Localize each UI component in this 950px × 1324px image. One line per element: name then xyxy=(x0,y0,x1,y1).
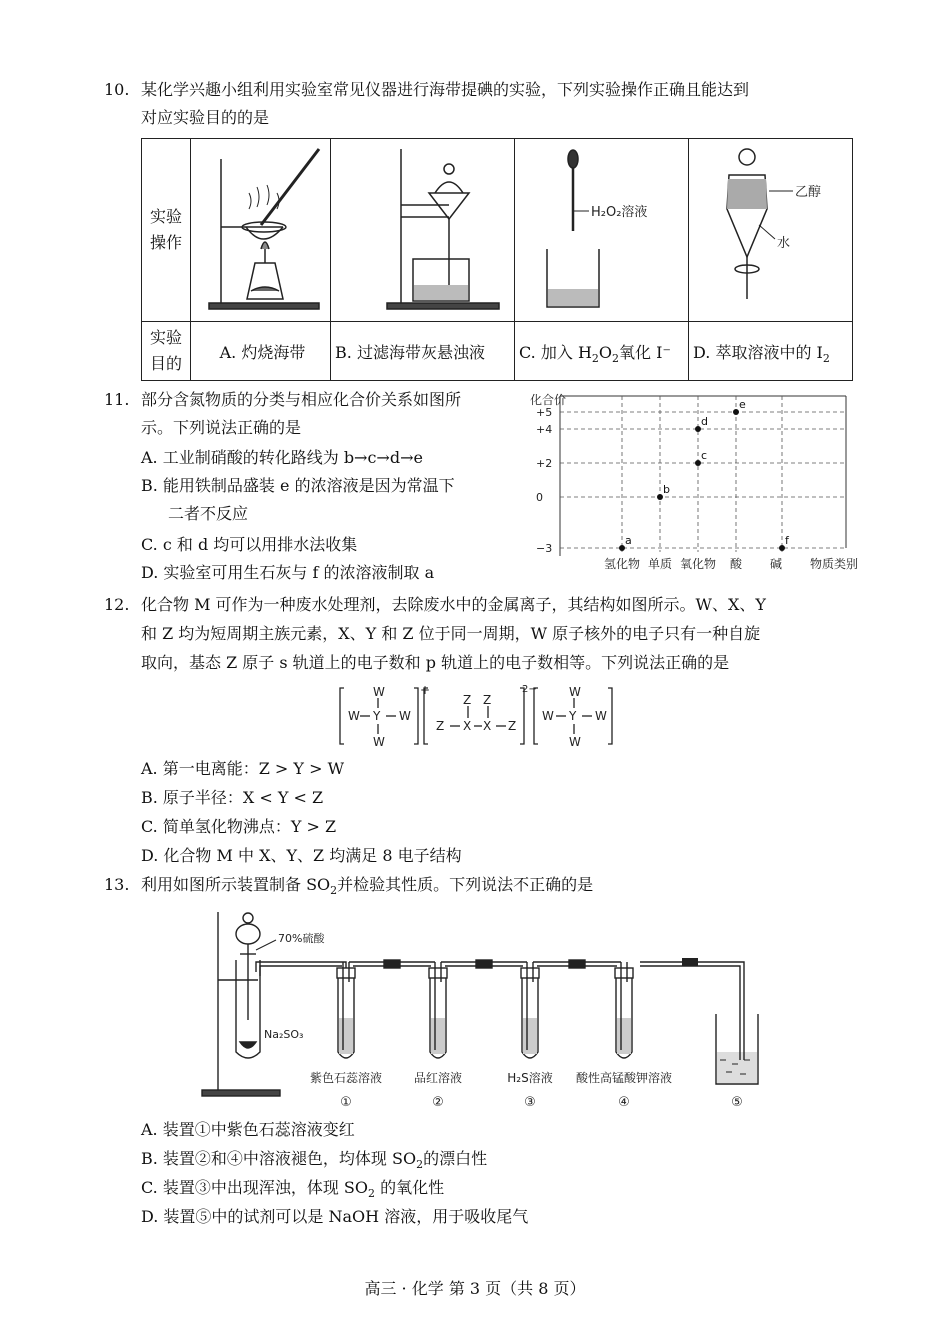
so2-apparatus-figure xyxy=(196,902,776,1114)
atom-x: X xyxy=(483,719,492,733)
stopper xyxy=(429,968,447,978)
option-text: 过滤海带灰悬浊液 xyxy=(356,342,485,362)
data-label-b: b xyxy=(663,483,670,496)
stopper xyxy=(521,968,539,978)
tube-label-1: 紫色石蕊溶液 xyxy=(309,1071,383,1085)
row-label-operation xyxy=(142,139,191,322)
tube-liquid xyxy=(431,1018,445,1054)
atom-y: Y xyxy=(569,709,577,723)
row-label-line1: 实验 xyxy=(149,207,182,226)
q11-option-a: A. 工业制硝酸的转化路线为 b→c→d→e xyxy=(141,448,423,467)
stopper xyxy=(615,968,633,978)
q11-stem-line1: 部分含氮物质的分类与相应化合价关系如图所 xyxy=(141,390,462,409)
row-label-line2: 操作 xyxy=(149,233,182,252)
q12-stem-line3: 取向，基态 Z 原子 s 轨道上的电子数和 p 轨道上的电子数相等。下列说法正确的是 xyxy=(141,653,730,672)
stopper xyxy=(337,968,355,978)
atom-z: Z xyxy=(436,719,445,733)
filtration-apparatus-figure xyxy=(331,139,515,317)
tube-number-1: ① xyxy=(340,1095,352,1110)
y-tick-label: +2 xyxy=(536,457,553,470)
row-label-purpose xyxy=(142,322,191,381)
option-d-cell xyxy=(689,322,853,381)
superscript: ⁻ xyxy=(662,342,671,362)
option-text: O xyxy=(598,342,613,362)
q13-stem xyxy=(141,873,593,897)
q10-stem-line1: 某化学兴趣小组利用实验室常见仪器进行海带提碘的实验，下列实验操作正确且能达到 xyxy=(141,80,750,99)
test-tube-4 xyxy=(615,962,633,1058)
data-label-f: f xyxy=(785,534,789,547)
figure-d-extraction xyxy=(689,139,853,322)
q11-stem-line2: 示。下列说法正确的是 xyxy=(141,418,302,437)
q11-option-b-cont: 二者不反应 xyxy=(168,504,249,523)
option-text: C. 装置③中出现浑浊，体现 SO xyxy=(141,1178,369,1197)
y-tick-label: 0 xyxy=(536,491,543,504)
test-tube-2 xyxy=(429,962,447,1058)
option-text: 萃取溶液中的 I xyxy=(715,342,823,362)
x-tick-label: 氧化物 xyxy=(679,557,717,571)
stem-text: 利用如图所示装置制备 SO xyxy=(141,875,331,894)
chart-ylabel: 化合价 xyxy=(530,393,567,407)
option-text: 氧化 I xyxy=(619,342,663,362)
subscript: 2 xyxy=(822,351,830,365)
charge-plus: + xyxy=(420,683,431,697)
q12-stem-line2: 和 Z 均为短周期主族元素，X、Y 和 Z 位于同一周期，W 原子核外的电子只有一种自旋 xyxy=(141,624,761,643)
option-text: 灼烧海带 xyxy=(241,342,306,362)
x-tick-label: 酸 xyxy=(729,557,743,571)
tube-label-3: H₂S溶液 xyxy=(507,1071,553,1085)
q12-option-c: C. 简单氢化物沸点：Y > Z xyxy=(141,817,337,836)
stem-text: 并检验其性质。下列说法不正确的是 xyxy=(337,875,594,894)
atom-w: W xyxy=(373,685,385,699)
x-tick-label: 氢化物 xyxy=(603,557,641,571)
atom-w: W xyxy=(569,685,581,699)
tube-liquid xyxy=(339,1018,353,1054)
beaker-number-5: ⑤ xyxy=(731,1095,743,1110)
q12-option-b: B. 原子半径：X < Y < Z xyxy=(141,788,324,807)
compound-m-structure xyxy=(336,682,616,752)
option-a-cell xyxy=(191,322,331,381)
separatory-funnel-figure xyxy=(689,139,853,317)
q11-option-b: B. 能用铁制品盛装 e 的浓溶液是因为常温下 xyxy=(141,476,455,495)
label-na2so3: Na₂SO₃ xyxy=(264,1028,304,1041)
tube-number-3: ③ xyxy=(524,1095,536,1110)
figure-a-burning xyxy=(191,139,331,322)
option-text: B. 装置②和④中溶液褪色，均体现 SO xyxy=(141,1149,417,1168)
option-c-cell xyxy=(515,322,689,381)
q13-option-a xyxy=(141,1118,355,1142)
q10-stem-line2: 对应实验目的的是 xyxy=(141,108,270,127)
tube-label-2: 品红溶液 xyxy=(413,1071,463,1085)
q12-option-d: D. 化合物 M 中 X、Y、Z 均满足 8 电子结构 xyxy=(141,846,462,865)
atom-w: W xyxy=(569,735,581,749)
option-letter: A. xyxy=(219,342,237,362)
option-text: D. 装置⑤中的试剂可以是 NaOH 溶液，用于吸收尾气 xyxy=(141,1207,529,1226)
q11-number: 11. xyxy=(104,390,130,409)
atom-w: W xyxy=(373,735,385,749)
tube-number-2: ② xyxy=(432,1095,444,1110)
subscript: 2 xyxy=(368,1187,376,1201)
dropper-beaker-figure xyxy=(515,139,689,317)
label-water: 水 xyxy=(777,236,791,251)
test-tube-3 xyxy=(521,962,539,1058)
option-text: A. 装置①中紫色石蕊溶液变红 xyxy=(141,1120,355,1139)
tube-liquid xyxy=(617,1018,631,1054)
label-70-sulfuric-acid: 70%硫酸 xyxy=(278,932,325,945)
label-h2o2-solution: H₂O₂溶液 xyxy=(591,205,648,220)
y-tick-label: +5 xyxy=(536,406,553,419)
charge-minus: 2− xyxy=(522,684,537,695)
data-label-c: c xyxy=(701,449,708,462)
row-label-line2: 目的 xyxy=(149,354,182,373)
atom-w: W xyxy=(542,709,554,723)
atom-z: Z xyxy=(483,693,492,707)
data-label-d: d xyxy=(701,415,708,428)
y-tick-label: −3 xyxy=(536,542,553,555)
q13-option-c xyxy=(141,1176,444,1200)
data-label-e: e xyxy=(739,398,746,411)
atom-w: W xyxy=(348,709,360,723)
burning-apparatus-figure xyxy=(191,139,331,317)
option-text: 的氧化性 xyxy=(375,1178,445,1197)
option-letter: C. xyxy=(519,342,536,362)
q12-stem-line1: 化合物 M 可作为一种废水处理剂，去除废水中的金属离子，其结构如图所示。W、X、Y xyxy=(141,595,766,614)
atom-z: Z xyxy=(508,719,517,733)
option-text: 的漂白性 xyxy=(423,1149,488,1168)
nitrogen-valence-chart xyxy=(530,388,859,574)
option-text: 加入 H xyxy=(540,342,592,362)
q10-experiment-table xyxy=(141,138,853,381)
option-b-cell xyxy=(331,322,515,381)
subscript: 2 xyxy=(591,351,599,365)
chart-xlabel: 物质类别 xyxy=(810,557,859,571)
q11-option-c: C. c 和 d 均可以用排水法收集 xyxy=(141,535,358,554)
x-tick-label: 单质 xyxy=(647,557,673,571)
y-tick-label: +4 xyxy=(536,423,553,436)
subscript: 2 xyxy=(612,351,620,365)
figure-c-h2o2 xyxy=(515,139,689,322)
connector-tube xyxy=(349,960,435,968)
q13-option-b xyxy=(141,1147,487,1171)
connector-tube xyxy=(533,960,621,968)
connector-tube xyxy=(441,960,527,968)
label-ethanol: 乙醇 xyxy=(795,185,822,200)
subscript: 2 xyxy=(330,884,338,898)
test-tube-1 xyxy=(337,962,355,1058)
tube-label-4: 酸性高锰酸钾溶液 xyxy=(575,1071,673,1085)
row-label-line1: 实验 xyxy=(149,328,182,347)
atom-w: W xyxy=(399,709,411,723)
tube-number-4: ④ xyxy=(618,1095,630,1110)
option-letter: D. xyxy=(693,342,711,362)
option-letter: B. xyxy=(335,342,352,362)
page-footer: 高三 · 化学 第 3 页（共 8 页） xyxy=(364,1279,586,1298)
atom-w: W xyxy=(595,709,607,723)
x-tick-label: 碱 xyxy=(769,557,782,571)
subscript: 2 xyxy=(416,1158,424,1172)
atom-z: Z xyxy=(463,693,472,707)
atom-x: X xyxy=(463,719,472,733)
q12-number: 12. xyxy=(104,595,130,614)
q13-number: 13. xyxy=(104,875,130,894)
q12-option-a: A. 第一电离能：Z > Y > W xyxy=(141,759,345,778)
data-label-a: a xyxy=(625,534,632,547)
atom-y: Y xyxy=(373,709,381,723)
q11-option-d: D. 实验室可用生石灰与 f 的浓溶液制取 a xyxy=(141,563,435,582)
tube-liquid xyxy=(523,1018,537,1054)
figure-b-filtration xyxy=(331,139,515,322)
q13-option-d xyxy=(141,1205,528,1229)
q10-number: 10. xyxy=(104,80,130,99)
